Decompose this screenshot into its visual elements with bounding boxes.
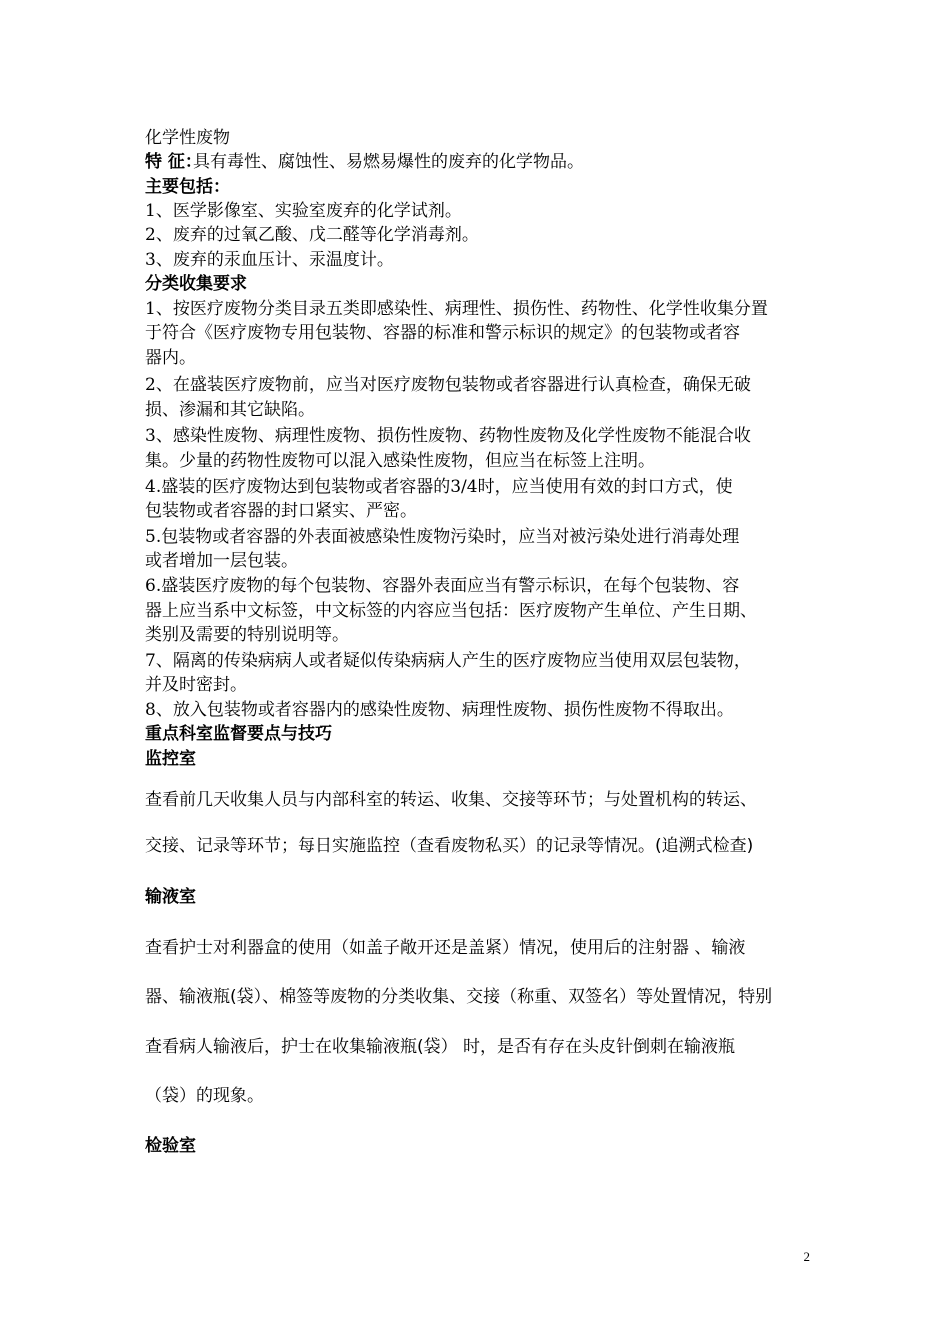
- feature-text: 具有毒性、腐蚀性、易燃易爆性的废弃的化学物品。: [193, 152, 584, 172]
- monitor-room-heading: 监控室: [145, 749, 196, 769]
- collection-line: 6.盛装医疗废物的每个包装物、容器外表面应当有警示标识，在每个包装物、容: [145, 576, 740, 596]
- feature-label: 特 征：: [145, 152, 202, 172]
- collection-line: 或者增加一层包装。: [145, 551, 298, 571]
- collection-line: 损、渗漏和其它缺陷。: [145, 400, 315, 420]
- section-title: 化学性废物: [145, 128, 230, 148]
- collection-line: 8、放入包装物或者容器内的感染性废物、病理性废物、损伤性废物不得取出。: [145, 700, 734, 720]
- collection-line: 类别及需要的特别说明等。: [145, 625, 349, 645]
- collection-line: 4.盛装的医疗废物达到包装物或者容器的3/4时，应当使用有效的封口方式，使: [145, 477, 733, 497]
- collection-line: 7、隔离的传染病病人或者疑似传染病病人产生的医疗废物应当使用双层包装物，: [145, 651, 751, 671]
- infusion-line: （袋）的现象。: [145, 1086, 264, 1106]
- include-item: 2、废弃的过氧乙酸、戊二醛等化学消毒剂。: [145, 225, 479, 245]
- infusion-line: 查看护士对利器盒的使用（如盖子敞开还是盖紧）情况，使用后的注射器 、输液: [145, 938, 746, 958]
- infusion-room-heading: 输液室: [145, 887, 196, 907]
- include-item: 1、医学影像室、实验室废弃的化学试剂。: [145, 201, 462, 221]
- collection-line: 2、在盛装医疗废物前，应当对医疗废物包装物或者容器进行认真检查，确保无破: [145, 375, 751, 395]
- collection-line: 并及时密封。: [145, 675, 247, 695]
- collection-line: 包装物或者容器的封口紧实、严密。: [145, 501, 417, 521]
- collection-line: 于符合《医疗废物专用包装物、容器的标准和警示标识的规定》的包装物或者容: [145, 323, 740, 343]
- collection-line: 器内。: [145, 348, 196, 368]
- monitor-line: 交接、记录等环节；每日实施监控（查看废物私买）的记录等情况。(追溯式检查): [145, 836, 754, 856]
- page-number: 2: [803, 1249, 810, 1264]
- collection-line: 集。少量的药物性废物可以混入感染性废物，但应当在标签上注明。: [145, 451, 655, 471]
- lab-room-heading: 检验室: [145, 1136, 196, 1156]
- include-item: 3、废弃的汞血压计、汞温度计。: [145, 250, 394, 270]
- includes-heading: 主要包括：: [145, 177, 230, 197]
- infusion-line: 器、输液瓶(袋）、棉签等废物的分类收集、交接（称重、双签名）等处置情况，特别: [145, 987, 773, 1007]
- collection-line: 器上应当系中文标签，中文标签的内容应当包括：医疗废物产生单位、产生日期、: [145, 601, 757, 621]
- infusion-line: 查看病人输液后，护士在收集输液瓶(袋） 时，是否有存在头皮针倒刺在输液瓶: [145, 1037, 736, 1057]
- collection-line: 5.包装物或者容器的外表面被感染性废物污染时，应当对被污染处进行消毒处理: [145, 527, 740, 547]
- feature-line: [145, 151, 584, 174]
- collection-line: 1、按医疗废物分类目录五类即感染性、病理性、损伤性、药物性、化学性收集分置: [145, 299, 768, 319]
- supervision-heading: 重点科室监督要点与技巧: [145, 724, 332, 744]
- monitor-line: 查看前几天收集人员与内部科室的转运、收集、交接等环节；与处置机构的转运、: [145, 790, 757, 810]
- collection-heading: 分类收集要求: [145, 274, 247, 294]
- collection-line: 3、感染性废物、病理性废物、损伤性废物、药物性废物及化学性废物不能混合收: [145, 426, 751, 446]
